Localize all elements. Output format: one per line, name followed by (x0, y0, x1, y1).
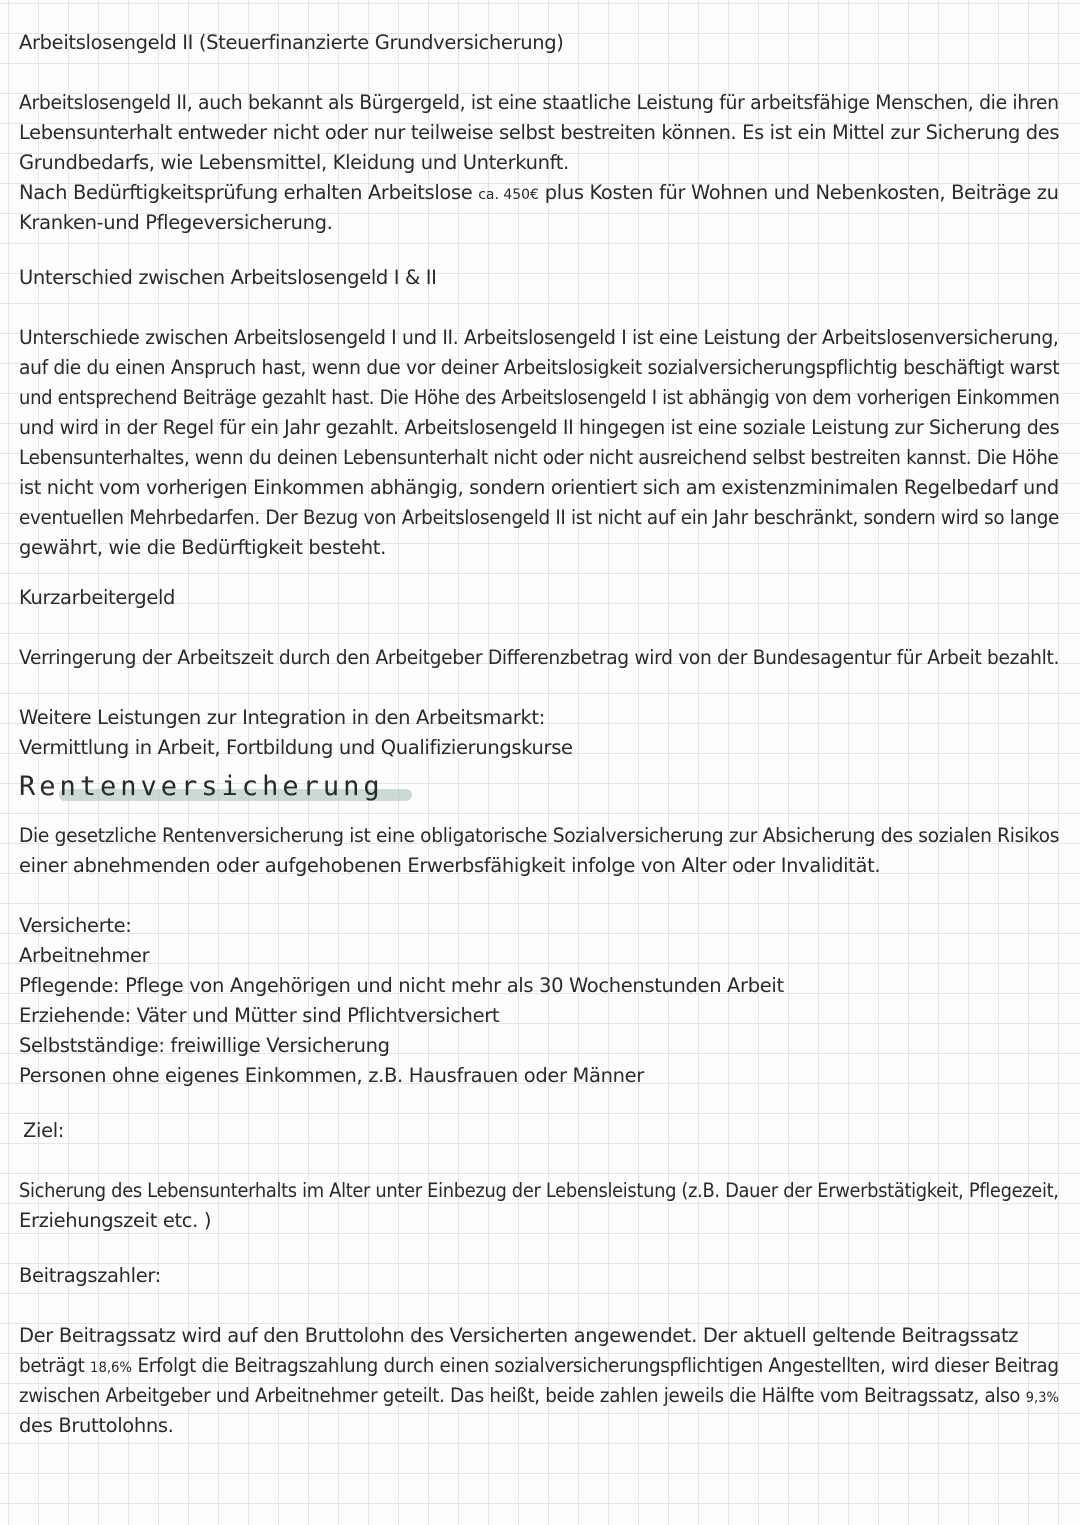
alg2-heading: Arbeitslosengeld II (Steuerfinanzierte Grundversicherung) (19, 31, 564, 54)
beitrag-text-line (19, 1351, 1059, 1381)
beitrag-text-segment: zwischen Arbeitgeber und Arbeitnehmer geteilt. Das heißt, beide zahlen jeweils die Hälfte vom Beitragssatz, also (19, 1384, 1021, 1407)
ziel-heading: Ziel: (23, 1119, 65, 1142)
difference-text-line: gewährt, wie die Bedürftigkeit besteht. (19, 536, 386, 559)
weitere-leistungen-text: Vermittlung in Arbeit, Fortbildung und Qualifizierungskurse (19, 736, 573, 759)
alg2-text-line: Lebensunterhalt entweder nicht oder nur teilweise selbst bestreiten können. Es ist ein Mittel zur Sicherung des (19, 121, 1060, 144)
difference-heading: Unterschied zwischen Arbeitslosengeld I & II (19, 266, 437, 289)
versicherte-item: Erziehende: Väter und Mütter sind Pflichtversichert (19, 1004, 500, 1027)
beitrag-text-segment: beträgt (19, 1354, 85, 1377)
alg2-text-line: Kranken-und Pflegeversicherung. (19, 211, 333, 234)
difference-text-line: und entsprechend Beiträge gezahlt hast. Die Höhe des Arbeitslosengeld I ist abhängig von dem vorherigen Einkommen (19, 386, 1060, 409)
rente-text-line: einer abnehmenden oder aufgehobenen Erwerbsfähigkeit infolge von Alter oder Invalidität. (19, 854, 881, 877)
alg2-text-segment: plus Kosten für Wohnen und Nebenkosten, Beiträge zu (544, 181, 1059, 204)
beitrag-text-line: des Bruttolohns. (19, 1414, 174, 1437)
beitrag-rate: 18,6% (90, 1360, 132, 1376)
weitere-leistungen-heading: Weitere Leistungen zur Integration in den Arbeitsmarkt: (19, 706, 545, 729)
beitrag-half-rate: 9,3% (1025, 1390, 1060, 1406)
alg2-text-line: Grundbedarfs, wie Lebensmittel, Kleidung und Unterkunft. (19, 151, 569, 174)
notes-page (19, 28, 1067, 1441)
difference-text-line: auf die du einen Anspruch hast, wenn due vor deiner Arbeitslosigkeit sozialversicherungspflichtig beschäftigt warst (19, 356, 1060, 379)
kurzarbeitergeld-heading: Kurzarbeitergeld (19, 586, 176, 609)
versicherte-item: Personen ohne eigenes Einkommen, z.B. Hausfrauen oder Männer (19, 1064, 644, 1087)
difference-text-line: und wird in der Regel für ein Jahr gezahlt. Arbeitslosengeld II hingegen ist eine soziale Leistung zur Sicherung des (19, 416, 1060, 439)
alg2-text-line (19, 178, 1065, 208)
versicherte-item: Arbeitnehmer (19, 944, 150, 967)
difference-text-line: Lebensunterhaltes, wenn du deinen Lebensunterhalt nicht oder nicht ausreichend selbst bestreiten kannst. Die Höhe (19, 446, 1059, 469)
versicherte-heading: Versicherte: (19, 914, 132, 937)
ziel-text-line: Erziehungszeit etc. ) (19, 1209, 212, 1232)
difference-text-line: eventuellen Mehrbedarfen. Der Bezug von Arbeitslosengeld II ist nicht auf ein Jahr beschränkt, sondern wird so lange (19, 506, 1060, 529)
versicherte-item: Selbstständige: freiwillige Versicherung (19, 1034, 390, 1057)
beitrag-text-line (19, 1381, 1060, 1411)
beitrag-text-segment: Erfolgt die Beitragszahlung durch einen sozialversicherungspflichtigen Angestellten, wird dieser Beitrag (137, 1354, 1059, 1377)
difference-text-line: Unterschiede zwischen Arbeitslosengeld I und II. Arbeitslosengeld I ist eine Leistung der Arbeitslosenversicherung, (19, 326, 1059, 349)
versicherte-item: Pflegende: Pflege von Angehörigen und nicht mehr als 30 Wochenstunden Arbeit (19, 974, 784, 997)
beitrag-text-line: Der Beitragssatz wird auf den Bruttolohn des Versicherten angewendet. Der aktuell geltende Beitragssatz (19, 1324, 1019, 1347)
rente-text-line: Die gesetzliche Rentenversicherung ist eine obligatorische Sozialversicherung zur Absicherung des sozialen Risikos (19, 824, 1060, 847)
alg2-text-line: Arbeitslosengeld II, auch bekannt als Bürgergeld, ist eine staatliche Leistung für arbeitsfähige Menschen, die ihren (19, 91, 1059, 114)
rentenversicherung-heading: Rentenversicherung (19, 767, 412, 807)
alg2-text-segment: Nach Bedürftigkeitsprüfung erhalten Arbeitslose (19, 181, 473, 204)
difference-text-line: ist nicht vom vorherigen Einkommen abhängig, sondern orientiert sich am existenzminimalen Regelbedarf und (19, 476, 1059, 499)
kurzarbeitergeld-text: Verringerung der Arbeitszeit durch den Arbeitgeber Differenzbetrag wird von der Bundesagentur für Arbeit bezahlt. (19, 646, 1060, 669)
beitragszahler-heading: Beitragszahler: (19, 1264, 161, 1287)
alg2-amount: ca. 450€ (478, 187, 539, 203)
ziel-text-line: Sicherung des Lebensunterhalts im Alter unter Einbezug der Lebensleistung (z.B. Dauer der Erwerbstätigkeit, Pflegezeit, (19, 1179, 1059, 1202)
